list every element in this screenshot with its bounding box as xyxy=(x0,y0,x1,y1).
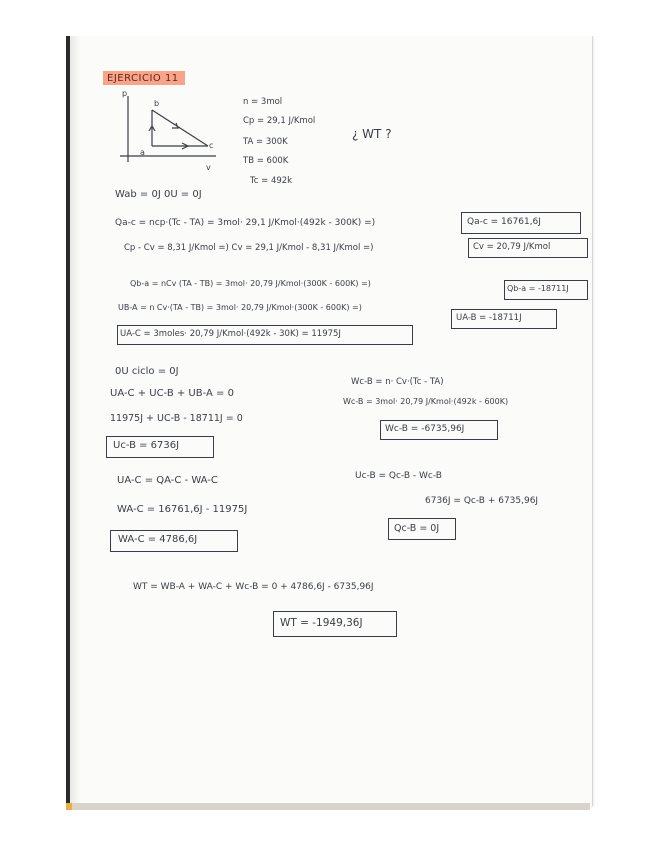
result-wt: WT = -1949,36J xyxy=(280,617,363,629)
line-cv: Cp - Cv = 8,31 J/Kmol =) Cv = 29,1 J/Kmol - 8,31 J/Kmol =) xyxy=(124,243,374,253)
line-qba: Qb-a = nCv (TA - TB) = 3mol· 20,79 J/Kmol·(300K - 600K) =) xyxy=(130,279,371,288)
line-qac: Qa-c = ncp·(Tc - TA) = 3mol· 29,1 J/Kmol·(492k - 300K) =) xyxy=(115,218,376,228)
line-wab: Wab = 0J 0U = 0J xyxy=(115,189,202,200)
point-c-label: c xyxy=(209,141,214,150)
result-wcb: Wc-B = -6735,96J xyxy=(385,424,465,434)
point-a-label: a xyxy=(140,148,145,157)
exercise-title: EJERCICIO 11 xyxy=(103,71,185,85)
axis-p-label: p xyxy=(122,89,128,98)
line-ciclo: 0U ciclo = 0J xyxy=(115,366,179,377)
result-qac: Qa-c = 16761,6J xyxy=(467,217,541,227)
result-uab: UA-B = -18711J xyxy=(456,313,522,323)
result-ucb: Uc-B = 6736J xyxy=(113,440,180,451)
given-tb: TB = 600K xyxy=(243,156,289,166)
given-n: n = 3mol xyxy=(243,97,283,107)
result-cv: Cv = 20,79 J/Kmol xyxy=(473,242,551,252)
pv-diagram xyxy=(116,88,216,178)
question: ¿ WT ? xyxy=(352,127,392,141)
point-b-label: b xyxy=(154,99,160,108)
given-cp: Cp = 29,1 J/Kmol xyxy=(243,116,316,126)
line-uba: UB-A = n Cv·(TA - TB) = 3mol· 20,79 J/Kmol·(300K - 600K) =) xyxy=(118,303,362,312)
line-wt: WT = WB-A + WA-C + Wc-B = 0 + 4786,6J - 6735,96J xyxy=(133,582,374,592)
result-qba: Qb-a = -18711J xyxy=(507,284,569,293)
line-wcb-values: Wc-B = 3mol· 20,79 J/Kmol·(492k - 600K) xyxy=(343,397,509,406)
line-uac-qw: UA-C = QA-C - WA-C xyxy=(117,475,218,486)
line-sum: UA-C + UC-B + UB-A = 0 xyxy=(110,388,234,399)
line-ucb-qw: Uc-B = Qc-B - Wc-B xyxy=(355,471,442,481)
given-tc: Tc = 492k xyxy=(250,176,293,186)
page-edge xyxy=(66,803,590,810)
line-qcb-calc: 6736J = Qc-B + 6735,96J xyxy=(425,496,539,506)
result-qcb: Qc-B = 0J xyxy=(394,523,440,534)
axis-v-label: v xyxy=(206,163,211,172)
line-uac: UA-C = 3moles· 20,79 J/Kmol·(492k - 30K) = 11975J xyxy=(120,329,341,339)
given-ta: TA = 300K xyxy=(243,137,288,147)
result-wac: WA-C = 4786,6J xyxy=(118,534,198,545)
line-wac: WA-C = 16761,6J - 11975J xyxy=(117,504,248,515)
line-wcb-formula: Wc-B = n· Cv·(Tc - TA) xyxy=(351,377,444,387)
page-shadow xyxy=(70,36,80,806)
line-substitution: 11975J + UC-B - 18711J = 0 xyxy=(110,413,243,424)
